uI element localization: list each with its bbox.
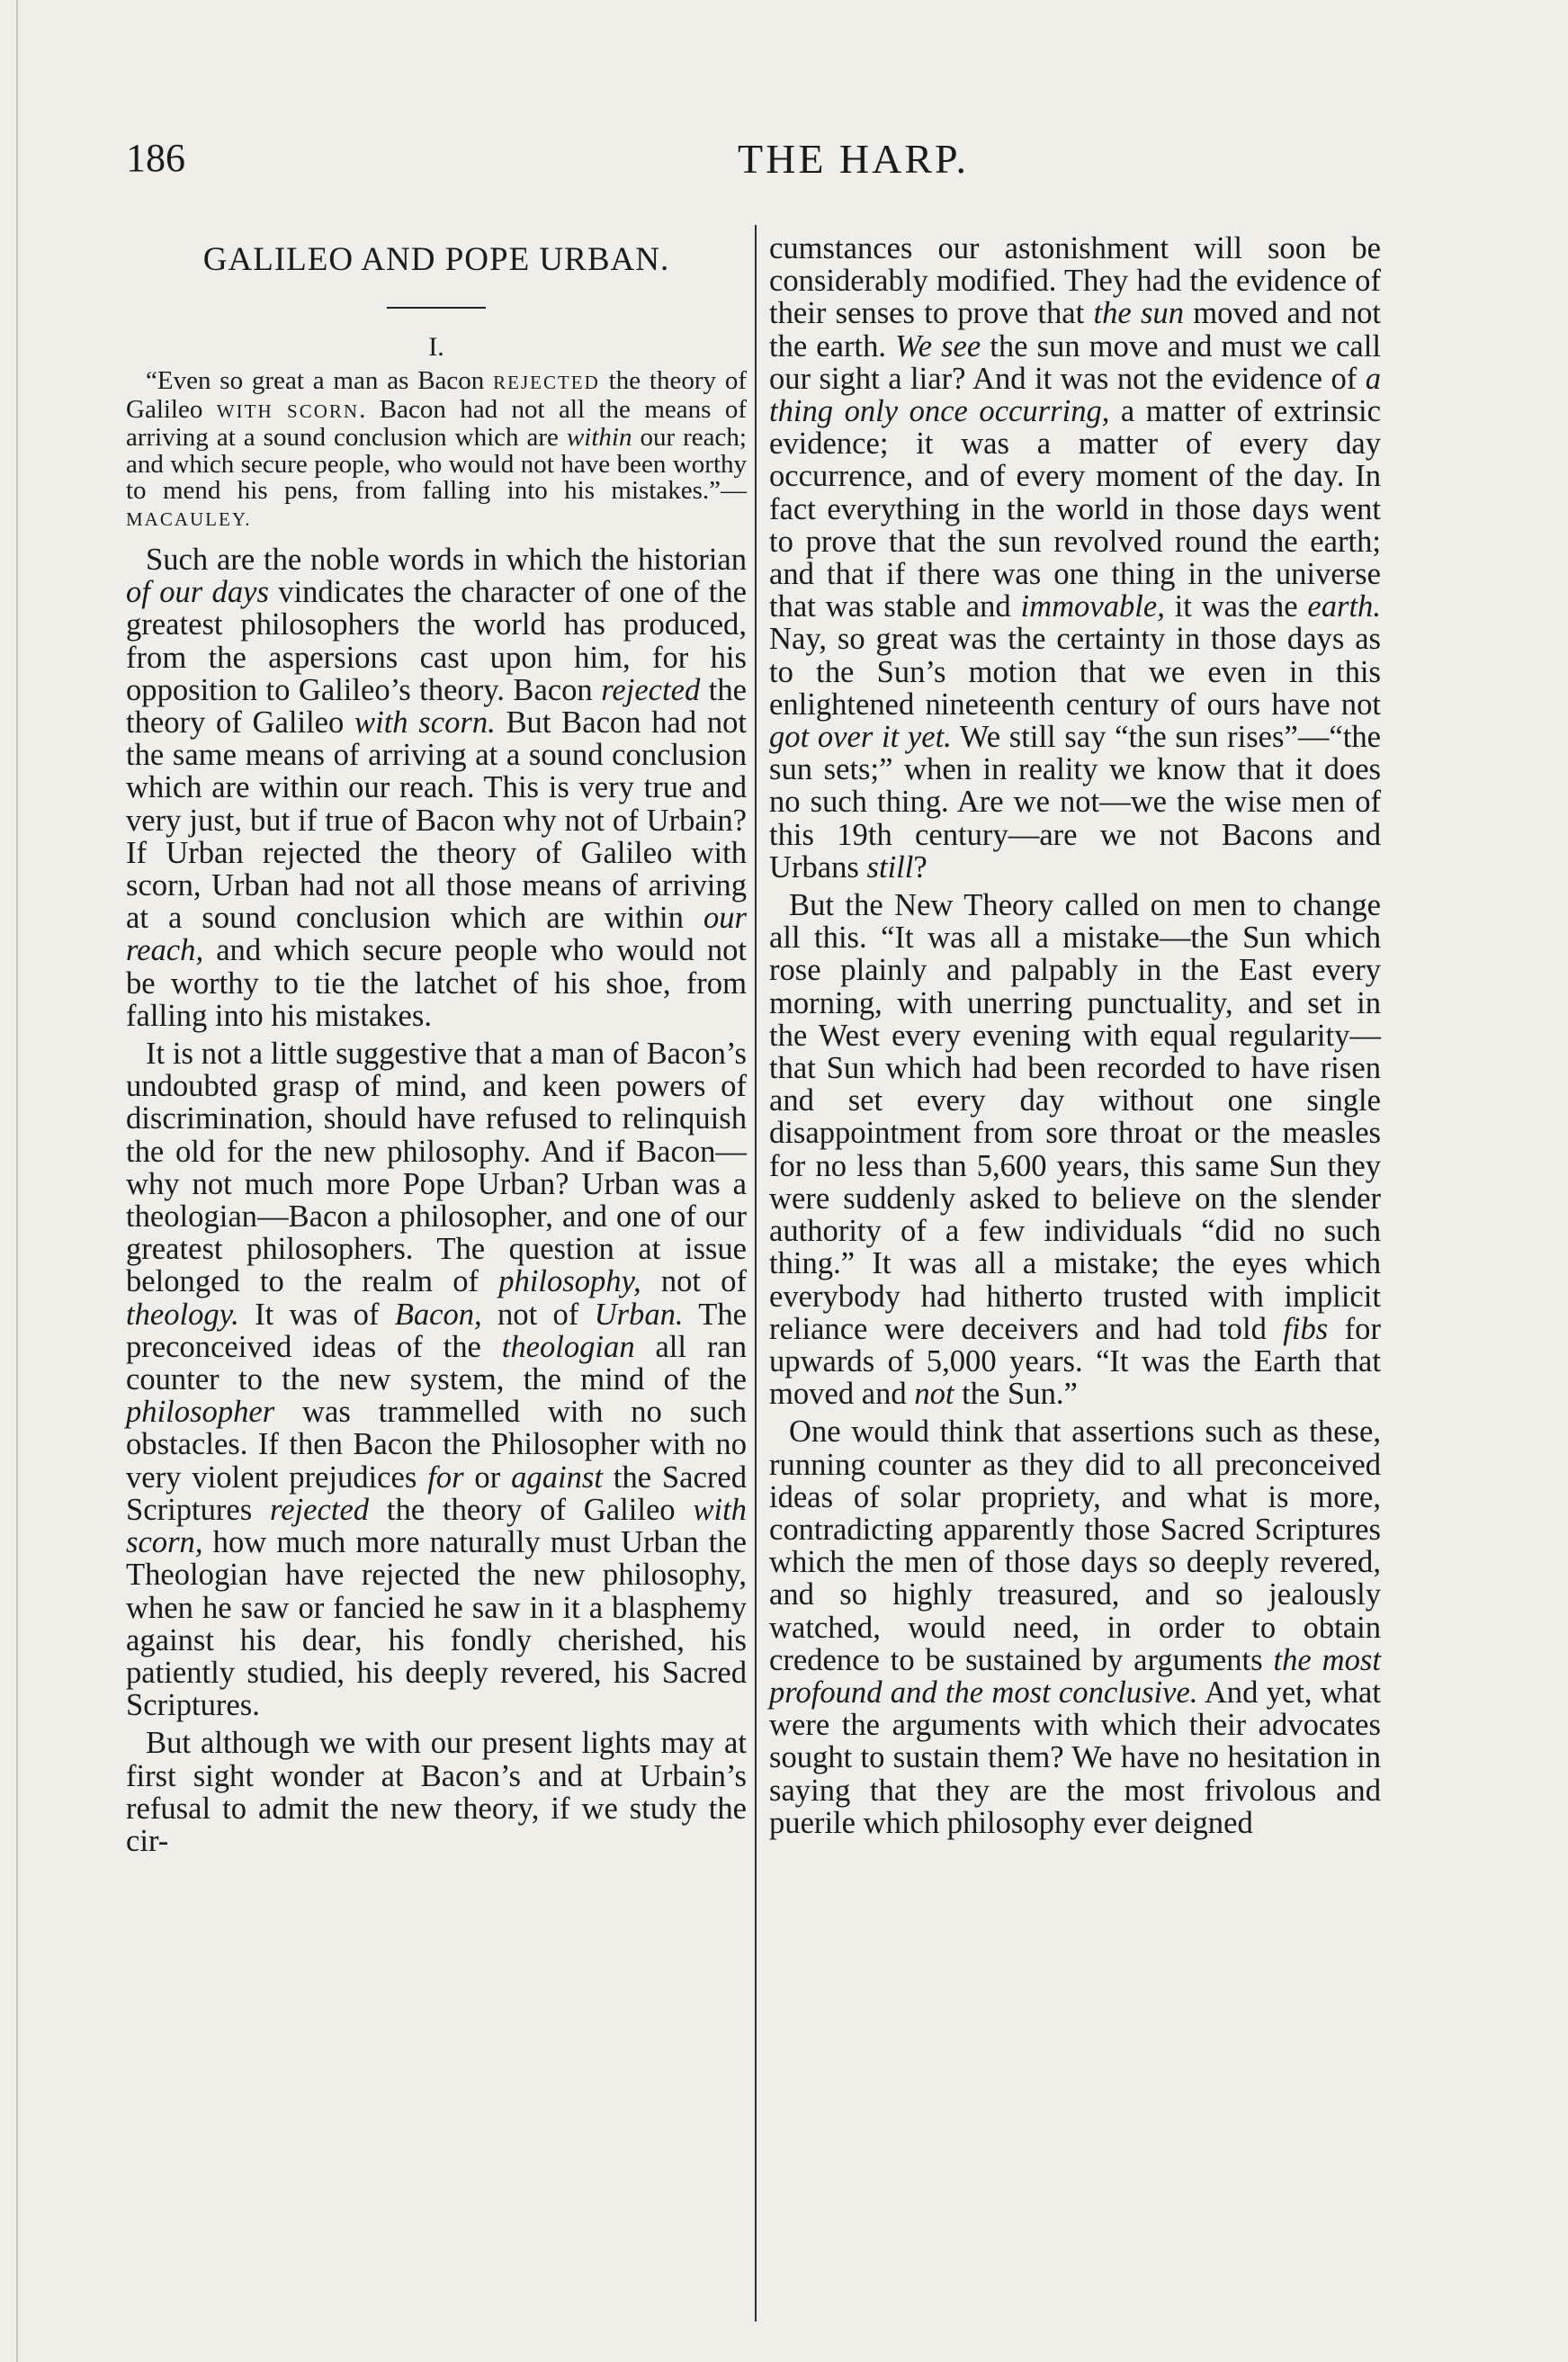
body-paragraph: It is not a little suggestive that a man of Bacon’s undoubted grasp of mind, and keen powers of discrimination, should have refused to relinquish the old for the new philosophy. And if Bacon—why not much more Pope Urban? Urban was a theologian—Bacon a philosopher, and one of our greatest philosophers. The question at issue belonged to the realm of philosophy, not of theology. It was of Bacon, not of Urban. The preconceived ideas of the theologian all ran counter to the new system, the mind of the philosopher was trammelled with no such obstacles. If then Bacon the Philosopher with no very violent prejudices for or against the Sacred Scriptures rejected the theory of Galileo with scorn, how much more naturally must Urban the Theologian have rejected the new philosophy, when he saw or fancied he saw in it a blasphemy against his dear, his fondly cherished, his patiently studied, his deeply revered, his Sacred Scriptures. <box>126 1037 748 1723</box>
right-body-text <box>769 232 1381 1839</box>
body-paragraph: One would think that assertions such as these, running counter as they did to all preconceived ideas of solar propriety, and what is more, contradicting apparently those Sacred Scriptures which the men of those days so deeply revered, and so highly treasured, and so jealously watched, would need, in order to obtain credence to be sustained by arguments the most profound and the most conclusive. And yet, what were the arguments with which their advocates sought to sustain them? We have no hesitation in saying that they are the most frivolous and puerile which philosophy ever deigned <box>769 1415 1381 1840</box>
article-title: GALILEO AND POPE URBAN. <box>202 241 670 278</box>
title-rule <box>387 307 486 309</box>
epigraph-quote: “Even so great a man as Bacon REJECTED the theory of Galileo WITH SCORN. Bacon had not all the means of arriving at a sound conclusion which are within our reach; and which secure people, who would not have been worthy to mend his pens, from falling into his mistakes.”—MACAULEY. <box>126 366 748 530</box>
body-paragraph: cumstances our astonishment will soon be considerably modified. They had the evidence of their senses to prove that the sun moved and not the earth. We see the sun move and must we call our sight a liar? And it was not the evidence of a thing only once occurring, a matter of extrinsic evidence; it was a matter of every day occurrence, and of every moment of the day. In fact everything in the world in those days went to prove that the sun revolved round the earth; and that if there was one thing in the universe that was stable and immovable, it was the earth. Nay, so great was the certainty in those days as to the Sun’s motion that we even in this enlightened nineteenth century of ours have not got over it yet. We still say “the sun rises”—“the sun sets;” when in reality we know that it does no such thing. Are we not—we the wise men of this 19th century—are we not Bacons and Urbans still? <box>769 231 1381 885</box>
body-paragraph: But the New Theory called on men to change all this. “It was all a mistake—the Sun which rose plainly and palpably in the East every morning, with unerring punctuality, and set in the West every evening with equal regularity—that Sun which had been recorded to have risen and set every day without one single disappointment from sore throat or the measles for no less than 5,600 years, this same Sun they were suddenly asked to believe on the slender authority of a few individuals “did no such thing.” It was all a mistake; the eyes which everybody had hitherto trusted with implicit reliance were deceivers and had told fibs for upwards of 5,000 years. “It was the Earth that moved and not the Sun.” <box>769 888 1381 1412</box>
page-edge-line <box>16 0 18 2362</box>
column-divider <box>755 225 757 2322</box>
page-header <box>126 135 1385 207</box>
left-body-text <box>126 543 747 1857</box>
right-column <box>769 232 1381 1845</box>
left-column <box>126 229 747 1863</box>
body-paragraph: Such are the noble words in which the historian of our days vindicates the character of one of the greatest philosophers the world has produced, from the aspersions cast upon him, for his opposition to Galileo’s theory. Bacon rejected the theory of Galileo with scorn. But Bacon had not the same means of arriving at a sound conclusion which are within our reach. This is very true and very just, but if true of Bacon why not of Urbain? If Urban rejected the theory of Galileo with scorn, Urban had not all those means of arriving at a sound conclusion which are within our reach, and which secure people who would not be worthy to tie the latchet of his shoe, from falling into his mistakes. <box>126 543 748 1033</box>
running-head: THE HARP. <box>738 136 970 182</box>
epigraph-author: MACAULEY. <box>126 507 252 530</box>
body-paragraph: But although we with our present lights may at first sight wonder at Bacon’s and at Urbain’s refusal to admit the new theory, if we study the cir- <box>126 1726 747 1858</box>
part-number: I. <box>428 332 444 362</box>
page-number: 186 <box>126 136 185 180</box>
